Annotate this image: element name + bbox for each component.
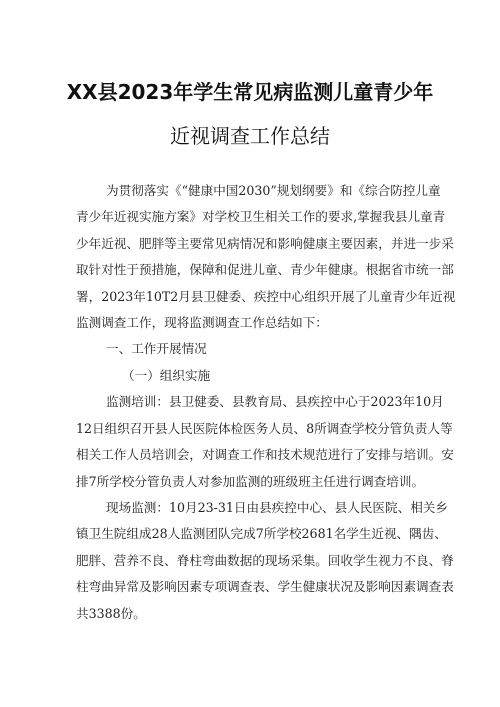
intro-line: 监测调查工作，现将监测调查工作总结如下： <box>76 315 328 330</box>
field-line: 现场监测：10月23-31日由县疾控中心、县人民医院、相关乡 <box>106 500 448 515</box>
intro-line: 取针对性于预措施，保障和促进儿童、青少年健康。根据省市统一部 <box>76 262 454 277</box>
training-line: 12日组织召开县人民医院体检医务人员、8所调查学校分管负责人等 <box>76 421 453 436</box>
field-line: 柱弯曲异常及影响因素专项调查表、学生健康状况及影响因素调查表 <box>76 579 454 594</box>
field-line: 镇卫生院组成28人监测团队完成7所学校2681名学生近视、隅齿、 <box>76 526 447 541</box>
training-line: 相关工作人员培训会，对调查工作和技术规范进行了安排与培训。安 <box>76 447 454 462</box>
training-line: 监测培训：县卫健委、县教育局、县疾控中心于2023年10月 <box>106 394 444 409</box>
training-line: 排7所学校分管负责人对参加监测的班级班主任进行调查培训。 <box>76 474 425 489</box>
field-line: 共3388份。 <box>76 606 146 621</box>
document-title-line-1: XX县2023年学生常见病监测儿童青少年 <box>66 80 434 104</box>
intro-line: 青少年近视实施方案》对学校卫生相关工作的要求,掌握我县儿童青 <box>76 209 446 224</box>
section-heading: 一、工作开展情况 <box>106 341 207 356</box>
subsection-heading: （一）组织实施 <box>122 368 211 383</box>
intro-line: 为贯彻落实《“健康中国2030”规划纲要》和《综合防控儿童 <box>106 183 441 198</box>
document-title-line-2: 近视调查工作总结 <box>170 124 330 148</box>
intro-line: 少年近视、肥胖等主要常见病情况和影响健康主要因素，并进一步采 <box>76 236 454 251</box>
field-line: 肥胖、营养不良、脊柱弯曲数据的现场采集。回收学生视力不良、脊 <box>76 553 454 568</box>
intro-line: 署，2023年10T2月县卫健委、疾控中心组织开展了儿童青少年近视 <box>76 289 456 304</box>
